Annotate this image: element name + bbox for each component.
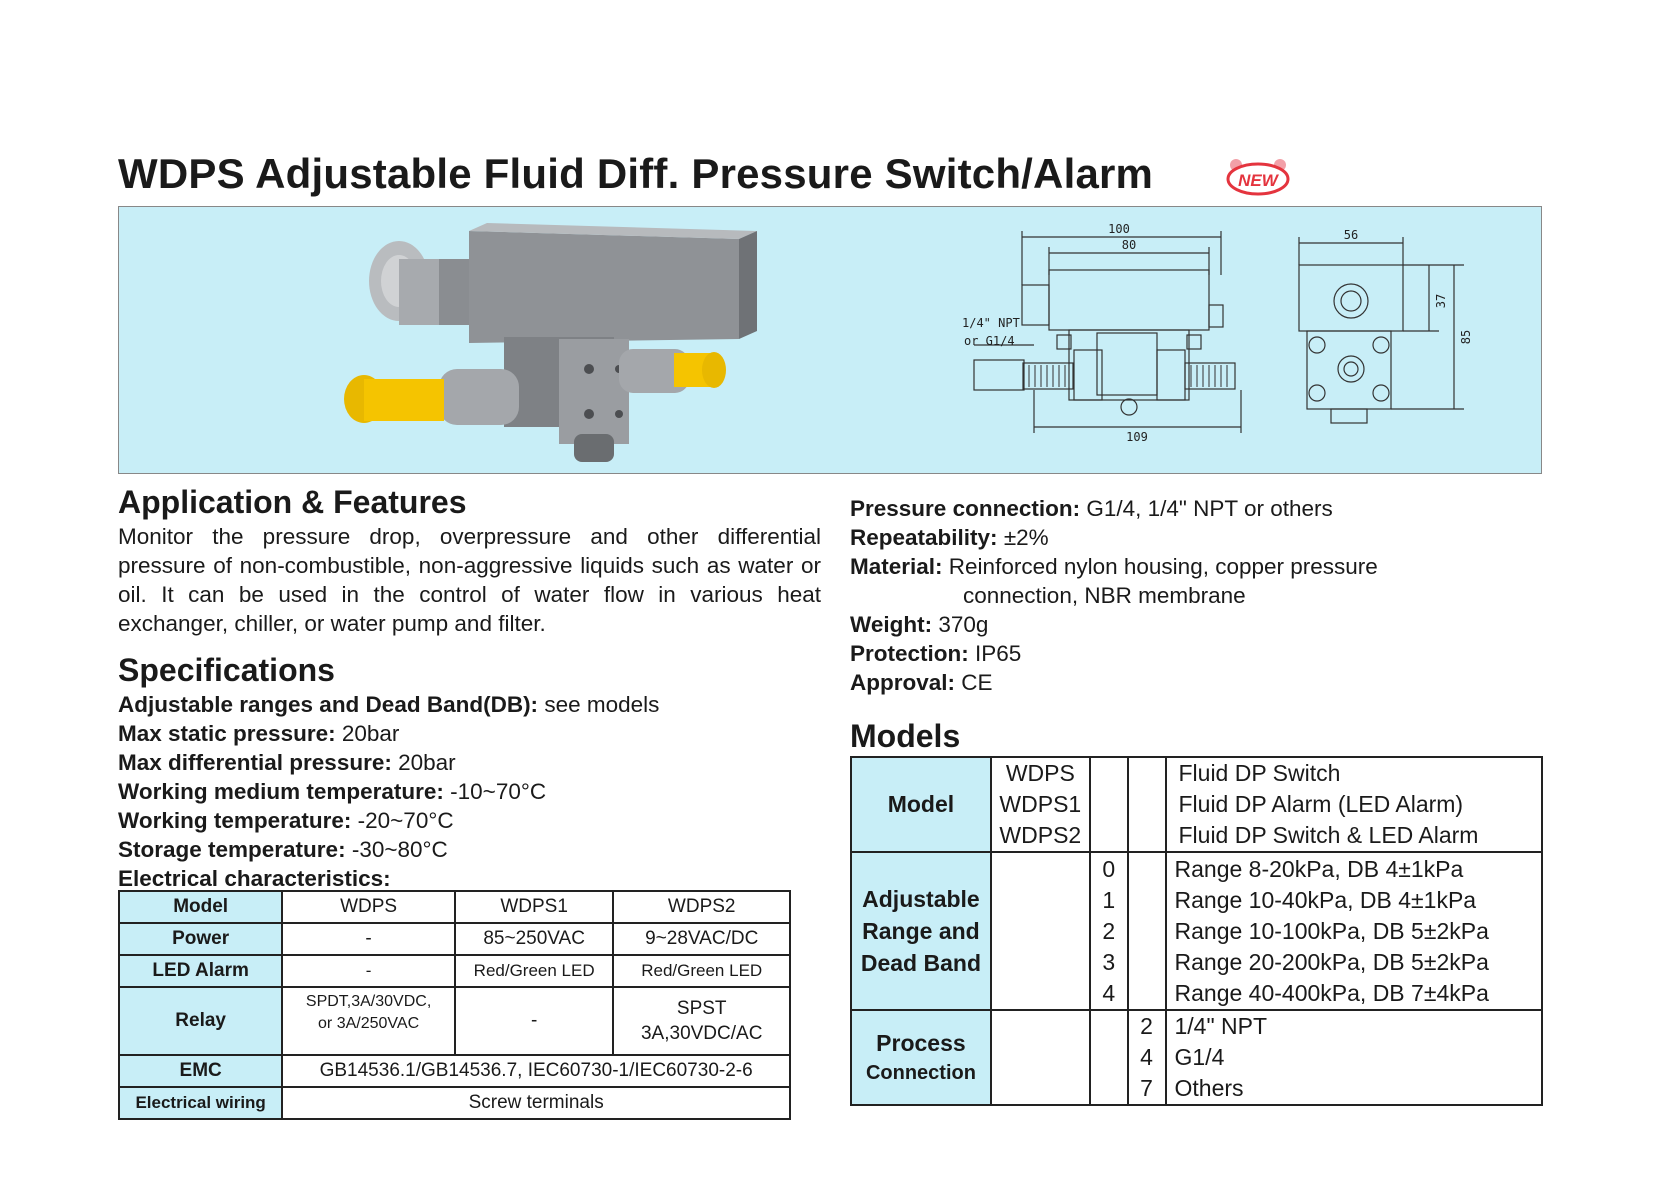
table-row: Adjustable Range and Dead Band 0 1 2 3 4 Range 8-20kPa, DB 4±1kPa Range 10-40kPa, DB 4±1kPa Range 10-100kPa, DB 5±2kPa Range 20-200kPa, DB 5±2kPa Range 40-400kPa, DB 7±4kPa [851, 852, 1542, 1010]
specifications-heading: Specifications [118, 652, 335, 688]
product-banner [118, 206, 1542, 474]
spec-item: Weight: 370g [850, 612, 989, 637]
spec-item: connection, NBR membrane [963, 583, 1246, 608]
page-title: WDPS Adjustable Fluid Diff. Pressure Switch/Alarm [118, 150, 1154, 197]
electrical-table [118, 890, 791, 1120]
table-row: LED Alarm - Red/Green LED Red/Green LED [119, 955, 790, 987]
spec-item: Protection: IP65 [850, 641, 1022, 666]
side-view-drawing [1269, 215, 1509, 465]
conn-label-line1: 1/4" NPT [962, 316, 1020, 330]
conn-label-line2: or G1/4 [964, 334, 1015, 348]
table-row: EMC GB14536.1/GB14536.7, IEC60730-1/IEC60730-2-6 [119, 1055, 790, 1087]
spec-item: Working temperature: -20~70°C [118, 808, 454, 833]
new-badge [1226, 158, 1290, 196]
spec-list [118, 690, 659, 893]
application-heading: Application & Features [118, 484, 467, 520]
electrical-label: Electrical characteristics: [118, 866, 391, 891]
spec-item: Max differential pressure: 20bar [118, 750, 456, 775]
right-spec-list [850, 494, 1378, 697]
spec-item: Working medium temperature: -10~70°C [118, 779, 547, 804]
spec-item: Approval: CE [850, 670, 993, 695]
dim-side-outer: 85 [1459, 329, 1473, 345]
table-row: Electrical wiring Screw terminals [119, 1087, 790, 1119]
application-text: Monitor the pressure drop, overpressure and other differential pressure of non-combustible, non-aggressive liquids such as water or oil. It can be used in the control of water flow in various heat exchanger, chiller, or water pump and filter. [118, 524, 821, 636]
models-heading: Models [850, 718, 961, 754]
table-row: Relay SPDT,3A/30VDC, or 3A/250VAC - SPST 3A,30VDC/AC [119, 987, 790, 1055]
dim-top-inner: 80 [1121, 238, 1137, 252]
spec-item: Max static pressure: 20bar [118, 721, 400, 746]
table-row: Model WDPS WDPS1 WDPS2 [119, 891, 790, 923]
spec-item: Adjustable ranges and Dead Band(DB): see models [118, 692, 660, 717]
dim-bottom: 109 [1126, 430, 1148, 444]
models-table [850, 756, 1543, 1106]
badge-label: NEW [1238, 171, 1278, 190]
spec-item: Pressure connection: G1/4, 1/4" NPT or others [850, 496, 1333, 521]
table-row: Model WDPS WDPS1 WDPS2 Fluid DP Switch Fluid DP Alarm (LED Alarm) Fluid DP Switch & LED Alarm [851, 757, 1542, 852]
product-image [319, 219, 759, 469]
table-row: Process Connection 2 4 7 1/4" NPT G1/4 Others [851, 1010, 1542, 1105]
dim-side-top: 56 [1343, 228, 1359, 242]
spec-item: Material: Reinforced nylon housing, copper pressure [850, 554, 1378, 579]
spec-item: Storage temperature: -30~80°C [118, 837, 448, 862]
table-row: Power - 85~250VAC 9~28VAC/DC [119, 923, 790, 955]
dim-side-inner: 37 [1434, 293, 1448, 309]
spec-item: Repeatability: ±2% [850, 525, 1049, 550]
dim-top-outer: 100 [1108, 222, 1130, 236]
